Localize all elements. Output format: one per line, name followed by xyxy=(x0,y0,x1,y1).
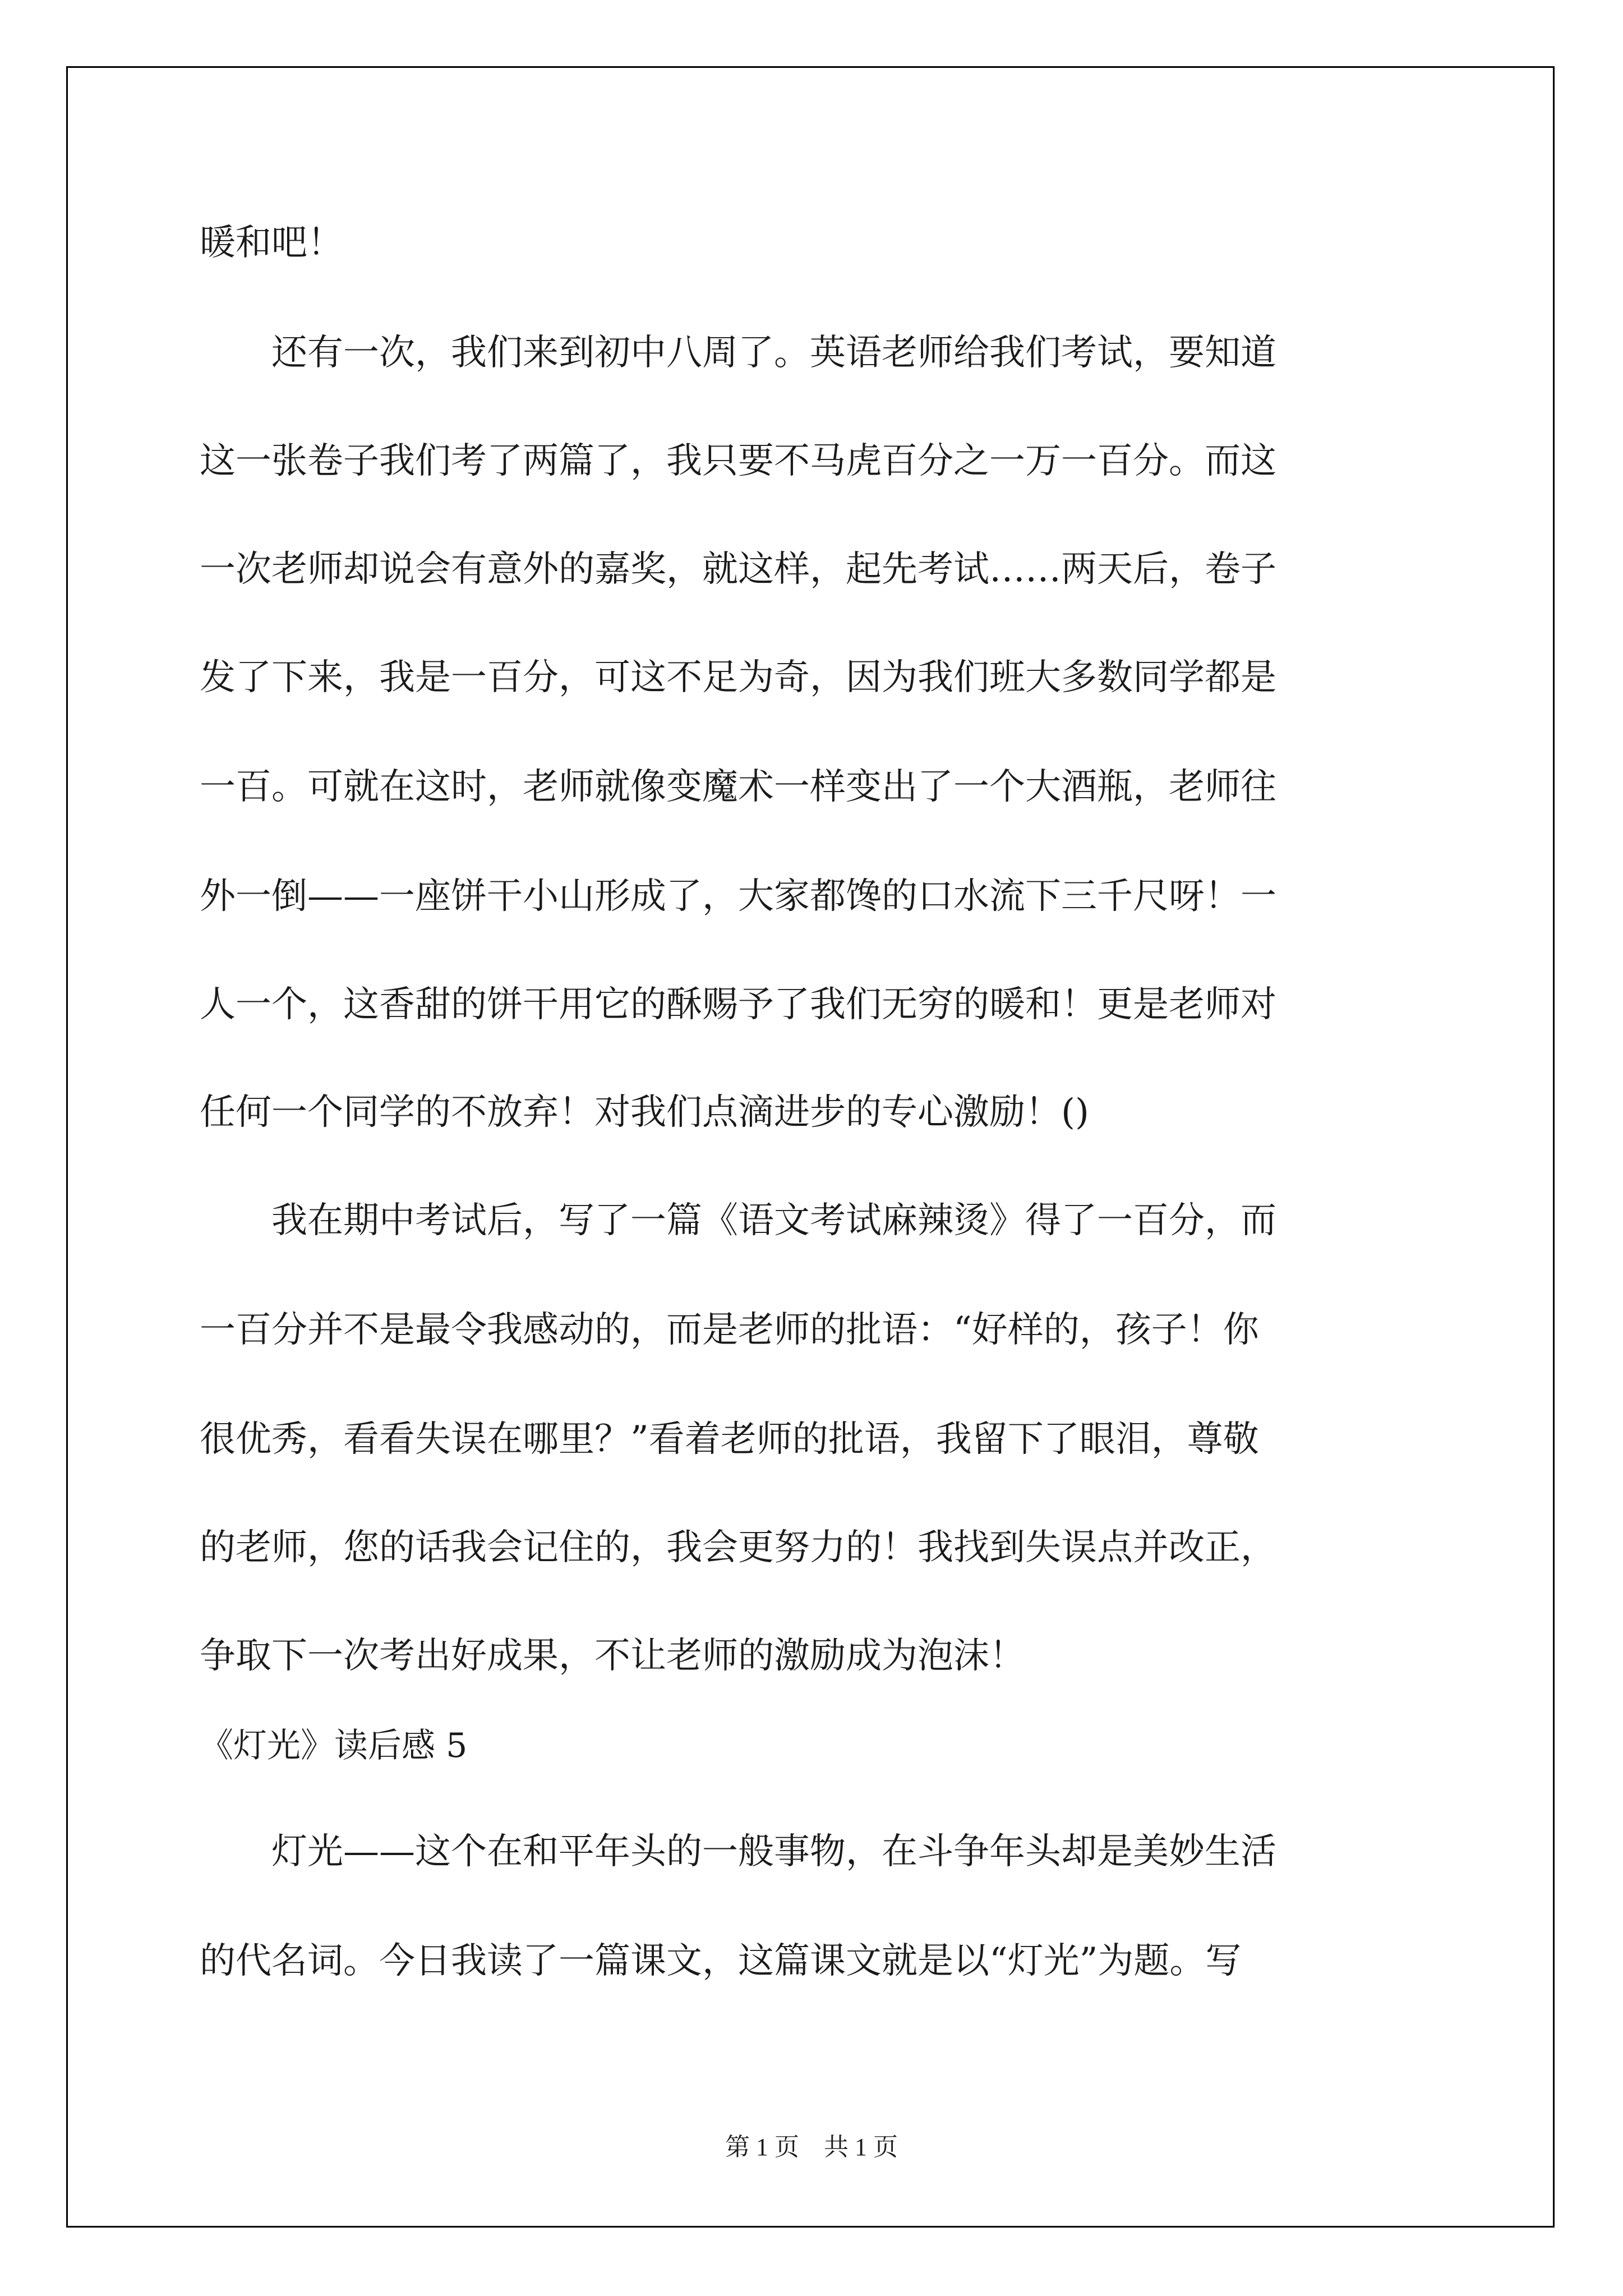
body-line: 外一倒——一座饼干小山形成了，大家都馋的口水流下三千尺呀！一 xyxy=(200,876,1276,917)
body-line: 这一张卷子我们考了两篇了，我只要不马虎百分之一万一百分。而这 xyxy=(200,440,1276,482)
body-line: 任何一个同学的不放弃！对我们点滴进步的专心激励！() xyxy=(200,1092,1089,1133)
body-line: 暖和吧！ xyxy=(200,222,343,264)
body-line: 争取下一次考出好成果，不让老师的激励成为泡沫！ xyxy=(200,1635,1025,1677)
body-line: 一百。可就在这时，老师就像变魔术一样变出了一个大酒瓶，老师往 xyxy=(200,766,1276,808)
page-border xyxy=(66,66,1555,2228)
body-line: 灯光——这个在和平年头的一般事物，在斗争年头却是美妙生活 xyxy=(200,1831,1276,1872)
body-line: 发了下来，我是一百分，可这不足为奇，因为我们班大多数同学都是 xyxy=(200,657,1276,698)
page-number-footer: 第 1 页 共 1 页 xyxy=(725,2133,898,2161)
body-line: 人一个，这香甜的饼干用它的酥赐予了我们无穷的暖和！更是老师对 xyxy=(200,984,1276,1025)
body-line: 一百分并不是最令我感动的，而是老师的批语：“好样的，孩子！你 xyxy=(200,1309,1259,1351)
section-heading: 《灯光》读后感 5 xyxy=(200,1726,468,1765)
body-line: 的老师，您的话我会记住的，我会更努力的！我找到失误点并改正， xyxy=(200,1527,1276,1568)
body-line: 我在期中考试后，写了一篇《语文考试麻辣烫》得了一百分，而 xyxy=(200,1200,1276,1241)
body-line: 还有一次，我们来到初中八周了。英语老师给我们考试，要知道 xyxy=(200,332,1276,374)
body-line: 很优秀，看看失误在哪里？”看着老师的批语，我留下了眼泪，尊敬 xyxy=(200,1419,1259,1460)
body-line: 的代名词。今日我读了一篇课文，这篇课文就是以“灯光”为题。写 xyxy=(200,1940,1242,1982)
body-line: 一次老师却说会有意外的嘉奖，就这样，起先考试……两天后，卷子 xyxy=(200,549,1276,590)
